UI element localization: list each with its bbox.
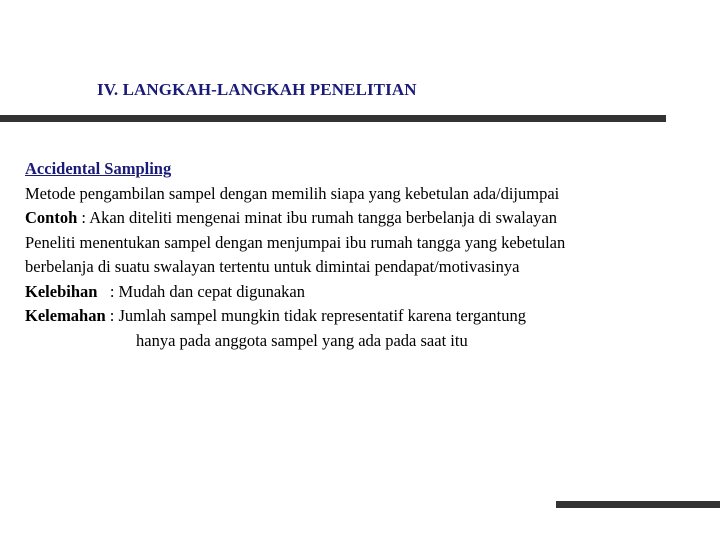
example-term: Contoh (25, 208, 78, 227)
example-line (25, 206, 705, 231)
slide-body (25, 157, 705, 353)
method-line-1: Peneliti menentukan sampel dengan menjumpai ibu rumah tangga yang kebetulan (25, 232, 566, 252)
advantage-line (25, 280, 705, 305)
top-divider (0, 115, 666, 122)
example-text: : Akan diteliti mengenai minat ibu rumah tangga berbelanja di swalayan (77, 208, 557, 227)
weakness-line (25, 304, 705, 329)
weakness-term: Kelemahan (25, 306, 106, 325)
advantage-term: Kelebihan (25, 281, 98, 301)
weakness-text: : Jumlah sampel mungkin tidak representatif karena tergantung (105, 306, 526, 325)
advantage-text: : Mudah dan cepat digunakan (97, 281, 306, 301)
definition-line: Metode pengambilan sampel dengan memilih siapa yang kebetulan ada/dijumpai (25, 183, 560, 203)
section-heading: Accidental Sampling (25, 159, 172, 178)
bottom-divider (556, 501, 720, 508)
section-heading-line (25, 157, 705, 182)
slide-title: IV. LANGKAH-LANGKAH PENELITIAN (97, 80, 417, 99)
weakness-continuation: hanya pada anggota sampel yang ada pada saat itu (136, 330, 468, 350)
method-line-2: berbelanja di suatu swalayan tertentu untuk dimintai pendapat/motivasinya (25, 257, 520, 276)
